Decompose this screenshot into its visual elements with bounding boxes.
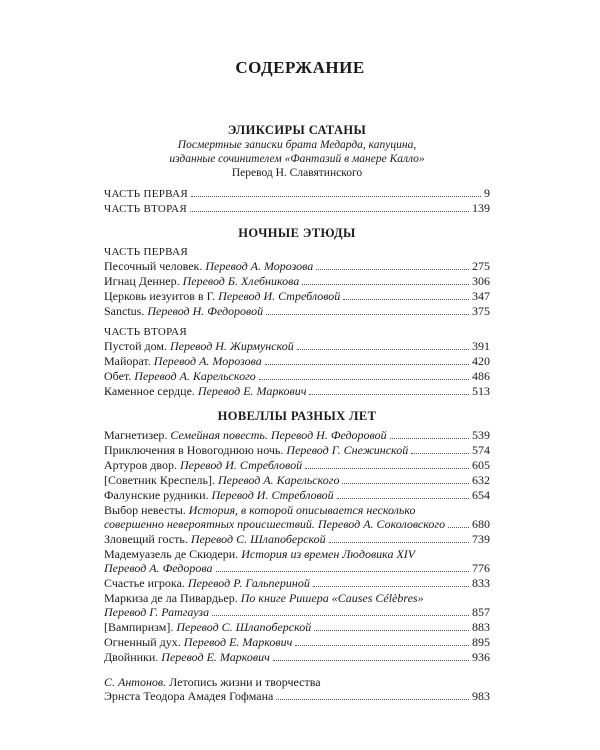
entry-title: Магнетизер. [104, 428, 168, 442]
leader-dots [191, 196, 481, 197]
page-number: 857 [472, 605, 490, 619]
page-number: 539 [472, 428, 490, 442]
page-number: 895 [472, 635, 490, 649]
leader-dots [309, 394, 469, 395]
section-title-night-pieces: НОЧНЫЕ ЭТЮДЫ [238, 226, 356, 240]
leader-dots [411, 453, 469, 454]
entry-translator: Перевод Е. Маркович [197, 384, 307, 398]
leader-dots [212, 615, 469, 616]
leader-dots [343, 299, 469, 300]
page-number: 605 [472, 458, 490, 472]
page-number: 833 [472, 576, 490, 590]
entry-title: Огненный дух. [104, 635, 181, 649]
toc-entry [104, 339, 490, 354]
entry-translator: Перевод Н. Федоровой [147, 304, 264, 318]
entry-title: Майорат. [104, 354, 151, 368]
page-number: 420 [472, 354, 490, 368]
leader-dots [329, 542, 469, 543]
leader-dots [295, 645, 469, 646]
leader-dots [305, 468, 469, 469]
entry-translator: Перевод Г. Снежинской [286, 443, 409, 457]
entry-title: Обет. [104, 369, 132, 383]
entry-translator: Перевод И. Стребловой [218, 289, 341, 303]
page-number: 574 [472, 443, 490, 457]
toc-entry [104, 289, 490, 304]
entry-title: [Вампиризм]. [104, 620, 174, 634]
entry-translator: Перевод А. Соколовского [317, 517, 446, 531]
entry-title: Маркиза де ла Пивардьер. [104, 591, 238, 605]
entry-subtitle: История, в которой описывается несколько [188, 503, 416, 517]
entry-subtitle: По книге Ришера «Causes Célèbres» [240, 591, 424, 605]
page-number: 739 [472, 532, 490, 546]
toc-entry [104, 532, 490, 547]
page-number: 139 [472, 201, 490, 215]
toc-entry [104, 650, 490, 665]
page-number: 347 [472, 289, 490, 303]
toc-entry [104, 488, 490, 503]
entry-translator: Перевод И. Стребловой [179, 458, 303, 472]
page-number: 680 [472, 517, 490, 531]
entry-title: Церковь иезуитов в Г. [104, 289, 216, 303]
leader-dots [316, 269, 469, 270]
entry-title: Sanctus. [104, 304, 145, 318]
entry-subtitle-continued: совершенно невероятных происшествий. [104, 517, 315, 531]
chronicle-title-continued: Эрнста Теодора Амадея Гофмана [104, 689, 274, 703]
entry-translator: Перевод Е. Маркович [161, 650, 270, 664]
leader-dots [276, 699, 469, 700]
page-number: 306 [472, 274, 490, 288]
translator-name: Н. Славятинского [275, 167, 363, 179]
toc-entry [104, 635, 490, 650]
entry-translator: Перевод Р. Гальпериной [187, 576, 310, 590]
table-of-contents [104, 123, 490, 704]
page-number: 513 [472, 384, 490, 398]
entry-translator: Перевод Г. Ратгауза [104, 605, 210, 619]
toc-entry [104, 458, 490, 473]
toc-entry [104, 259, 490, 274]
page-number: 486 [472, 369, 490, 383]
page-number: 776 [472, 561, 490, 575]
leader-dots [448, 527, 469, 528]
page-number: 936 [472, 650, 490, 664]
section-title-elixirs: ЭЛИКСИРЫ САТАНЫ [227, 123, 367, 137]
chronicle-title: Летопись жизни и творчества [169, 675, 321, 689]
entry-title: Выбор невесты. [104, 503, 186, 517]
toc-entry-line-2 [104, 605, 490, 620]
entry-translator: Перевод А. Федорова [104, 561, 213, 575]
leader-dots [259, 379, 469, 380]
leader-dots [190, 211, 469, 212]
toc-entry [104, 473, 490, 488]
entry-title: Мадемуазель де Скюдери. [104, 547, 239, 561]
section-subtitle-line-1: Посмертные записки брата Медарда, капуцина, [177, 139, 417, 151]
toc-entry [104, 186, 490, 201]
entry-title: Приключения в Новогоднюю ночь. [104, 443, 284, 457]
entry-translator: Перевод А. Карельского [134, 369, 256, 383]
translator-prefix: Перевод [231, 167, 276, 179]
section-translator [104, 166, 490, 180]
entry-translator: Перевод А. Морозова [205, 259, 314, 273]
entry-title: ЧАСТЬ ПЕРВАЯ [104, 188, 188, 200]
leader-dots [302, 284, 469, 285]
part-heading: ЧАСТЬ ВТОРАЯ [104, 326, 187, 338]
toc-entry-line-1 [104, 547, 490, 561]
entry-title: Пустой дом. [104, 339, 167, 353]
chronicle-author: С. Антонов. [104, 675, 167, 689]
entry-title: Игнац Деннер. [104, 274, 180, 288]
entry-translator: Перевод Н. Жирмунской [169, 339, 294, 353]
toc-entry [104, 620, 490, 635]
entry-translator: Перевод А. Морозова [153, 354, 262, 368]
entry-translator: Перевод С. Шлапоберской [176, 620, 312, 634]
entry-translator: Перевод И. Стребловой [211, 488, 334, 502]
toc-entry-line-1 [104, 591, 490, 605]
section-title-novellas: НОВЕЛЛЫ РАЗНЫХ ЛЕТ [217, 409, 377, 423]
entry-title: Песочный человек. [104, 259, 203, 273]
toc-entry [104, 304, 490, 319]
page-number: 654 [472, 488, 490, 502]
toc-entry [104, 384, 490, 399]
toc-entry [104, 443, 490, 458]
page-number: 632 [472, 473, 490, 487]
entry-translator: Перевод Б. Хлебникова [182, 274, 300, 288]
page-number: 883 [472, 620, 490, 634]
leader-dots [265, 364, 469, 365]
entry-title: ЧАСТЬ ВТОРАЯ [104, 203, 187, 215]
entry-translator: Перевод С. Шлапоберской [190, 532, 326, 546]
entry-title: Фалунские рудники. [104, 488, 209, 502]
toc-entry [104, 201, 490, 216]
page-number: 391 [472, 339, 490, 353]
toc-entry-line-2 [104, 561, 490, 576]
leader-dots [342, 483, 469, 484]
entry-subtitle: История из времен Людовика XIV [241, 547, 416, 561]
leader-dots [337, 498, 469, 499]
entry-translator: Перевод А. Карельского [218, 473, 340, 487]
leader-dots [216, 571, 470, 572]
leader-dots [314, 630, 469, 631]
entry-title: Зловещий гость. [104, 532, 188, 546]
toc-entry [104, 354, 490, 369]
leader-dots [266, 314, 469, 315]
entry-title: [Советник Креспель]. [104, 473, 215, 487]
toc-entry [104, 576, 490, 591]
leader-dots [273, 660, 469, 661]
toc-entry [104, 274, 490, 289]
toc-entry-line-1 [104, 503, 490, 517]
toc-entry [104, 369, 490, 384]
entry-title: Двойники. [104, 650, 159, 664]
entry-title: Каменное сердце. [104, 384, 195, 398]
entry-translator: Семейная повесть. Перевод Н. Федоровой [170, 428, 387, 442]
chronicle-line-2 [104, 689, 490, 704]
page-title: СОДЕРЖАНИЕ [235, 58, 365, 77]
section-subtitle-line-2: изданные сочинителем «Фантазий в манере Калло» [169, 153, 425, 165]
page-number: 983 [472, 689, 490, 703]
page-number: 375 [472, 304, 490, 318]
leader-dots [390, 438, 469, 439]
leader-dots [297, 349, 469, 350]
chronicle-line-1 [104, 675, 490, 689]
entry-title: Счастье игрока. [104, 576, 185, 590]
toc-entry-line-2 [104, 517, 490, 532]
page-number: 9 [484, 186, 490, 200]
leader-dots [313, 586, 469, 587]
part-heading: ЧАСТЬ ПЕРВАЯ [104, 246, 188, 258]
page-number: 275 [472, 259, 490, 273]
entry-translator: Перевод Е. Маркович [183, 635, 293, 649]
entry-title: Артуров двор. [104, 458, 177, 472]
toc-entry [104, 428, 490, 443]
